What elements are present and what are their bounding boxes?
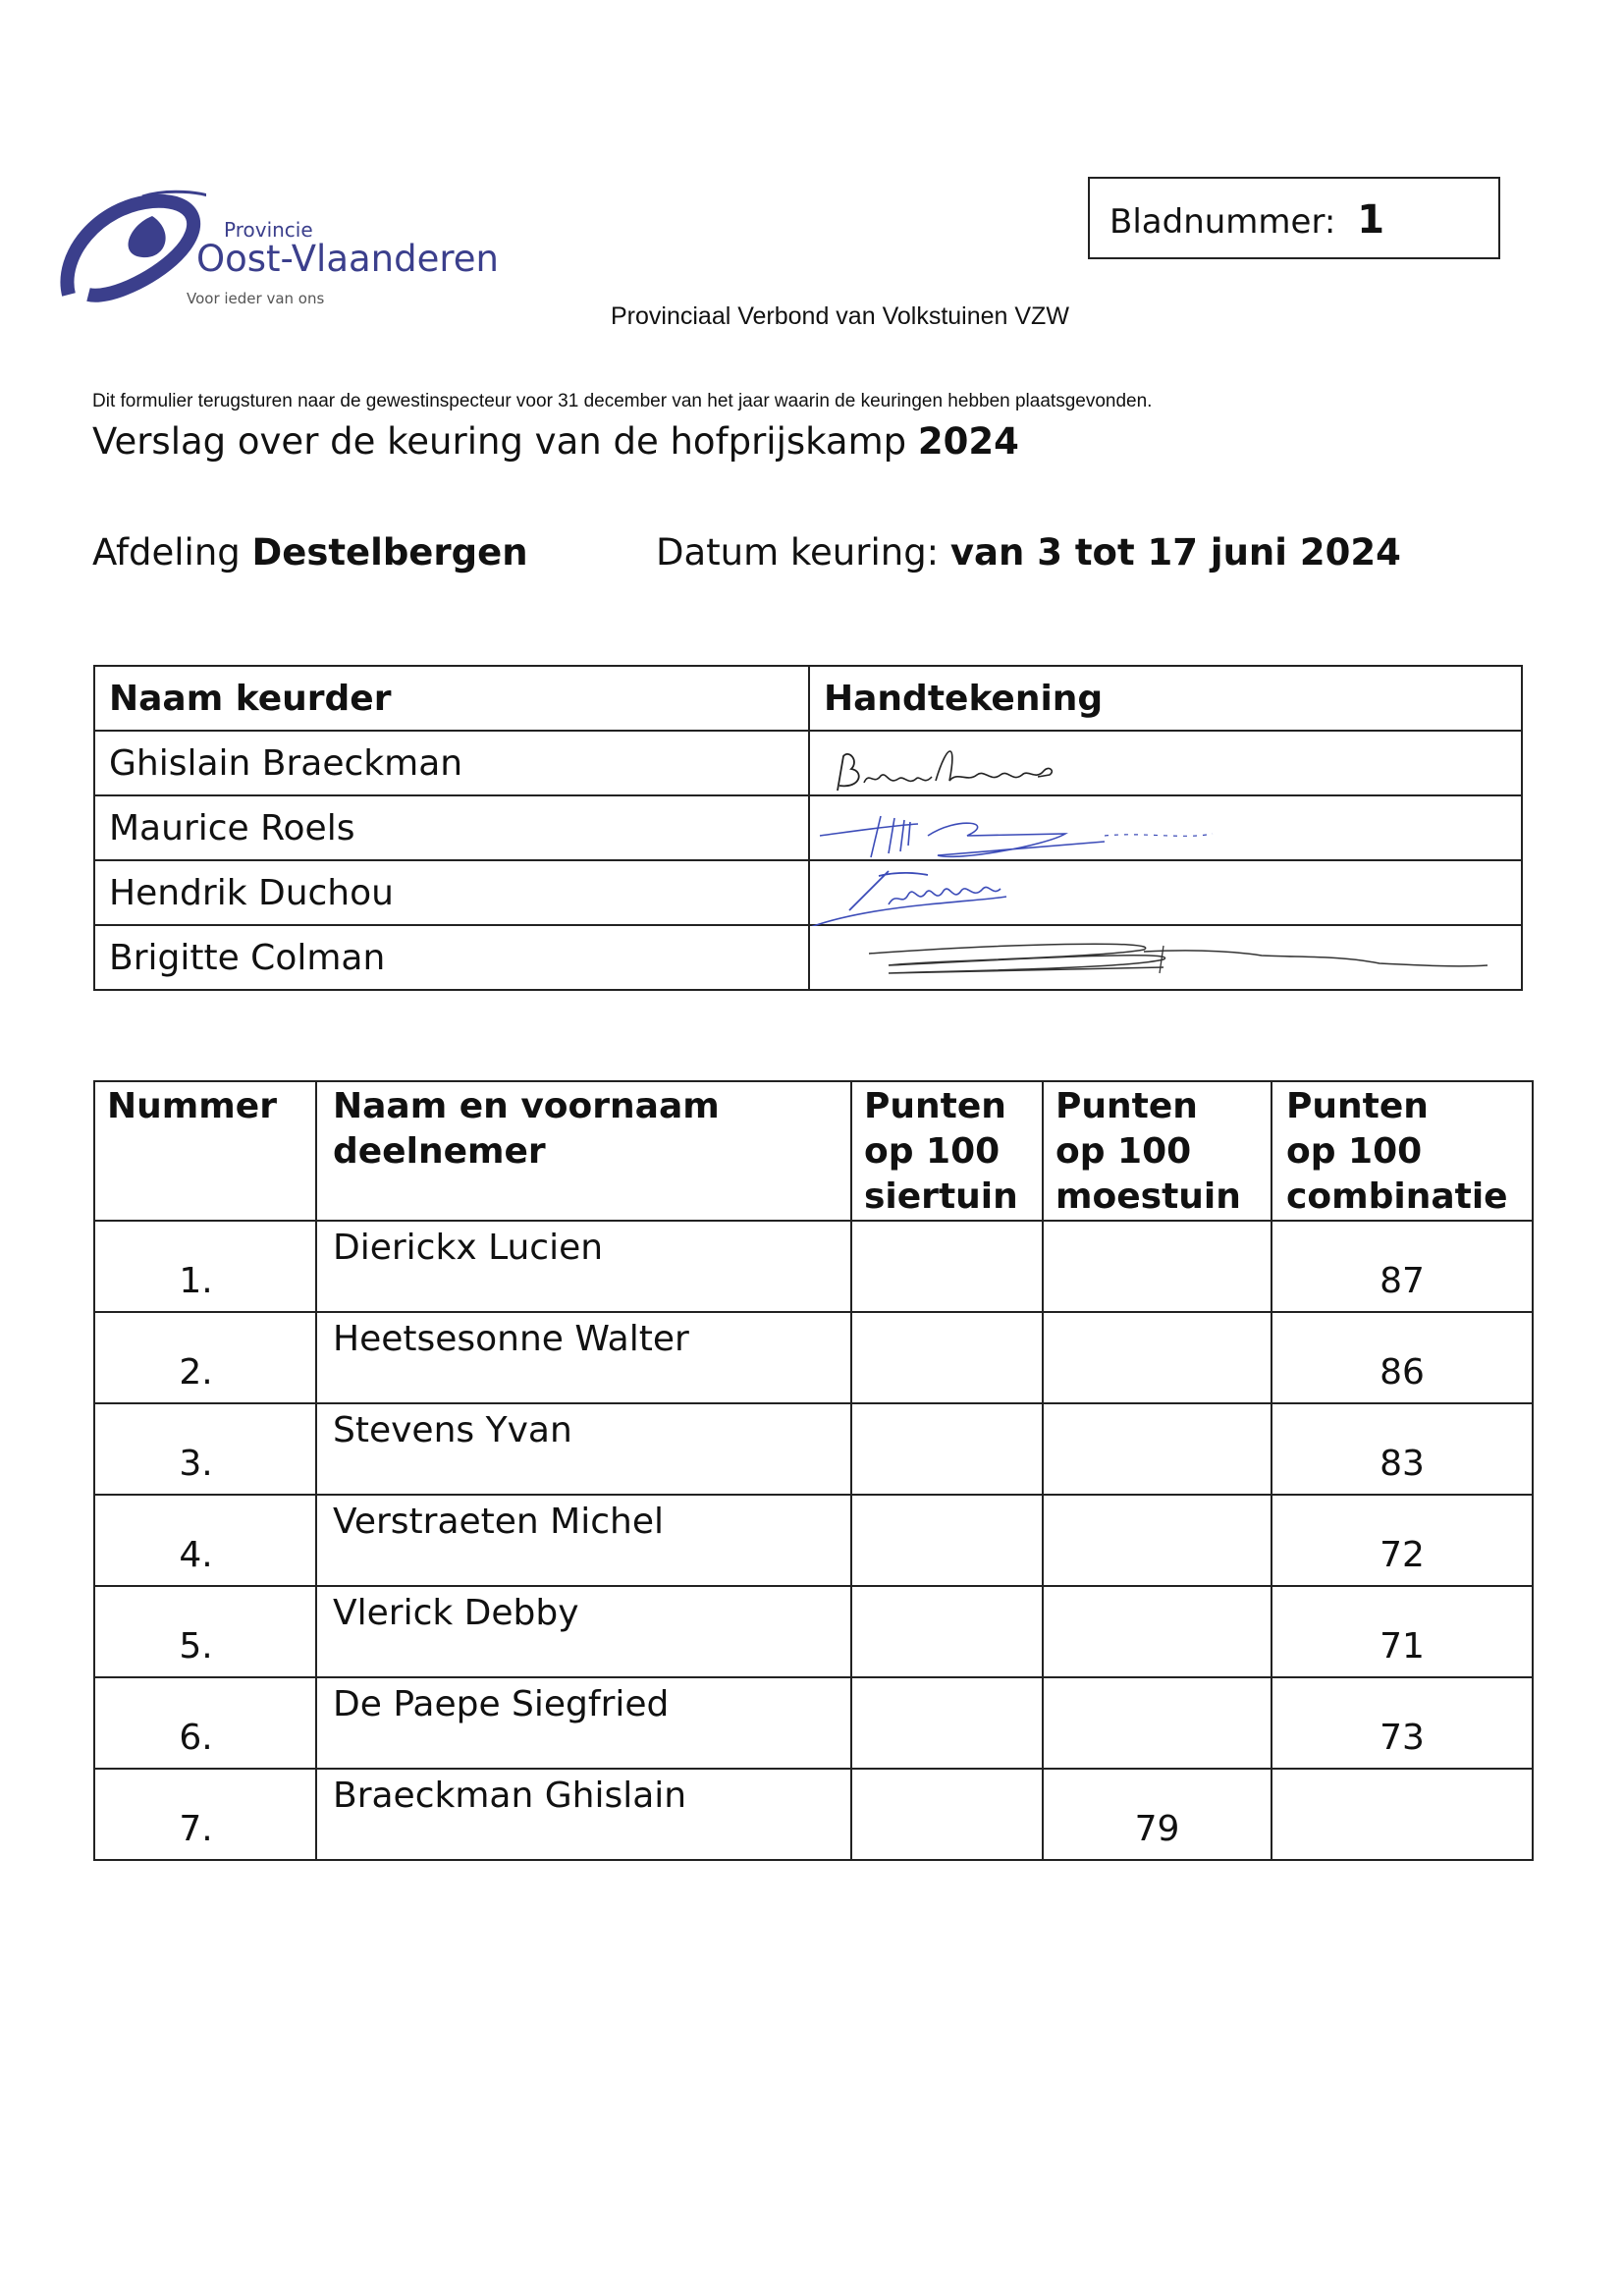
department-value: Destelbergen	[251, 531, 528, 574]
participant-name-header-line2: deelnemer	[333, 1131, 546, 1172]
table-row	[94, 1312, 1533, 1403]
vegetable-points	[1043, 1586, 1271, 1677]
participant-name-header-line1: Naam en voornaam	[333, 1086, 720, 1126]
results-body	[94, 1221, 1533, 1860]
document-title	[92, 420, 1019, 463]
table-row	[94, 1221, 1533, 1312]
inspector-row	[94, 925, 1522, 990]
participant-name: Braeckman Ghislain	[316, 1769, 851, 1860]
ornamental-points	[851, 1403, 1043, 1495]
document-title-year: 2024	[917, 420, 1019, 463]
combination-header-line1: Punten	[1286, 1086, 1429, 1126]
ornamental-points	[851, 1769, 1043, 1860]
participant-number: 1.	[94, 1221, 316, 1312]
combination-header-line3: combinatie	[1286, 1176, 1508, 1217]
ornamental-points	[851, 1495, 1043, 1586]
vegetable-points	[1043, 1403, 1271, 1495]
participant-name: Dierickx Lucien	[316, 1221, 851, 1312]
vegetable-header-line1: Punten	[1055, 1086, 1198, 1126]
department-line	[92, 531, 528, 574]
ornamental-points	[851, 1677, 1043, 1769]
logo-province-label: Provincie	[224, 218, 313, 242]
vegetable-points	[1043, 1677, 1271, 1769]
inspectors-header-row	[94, 666, 1522, 731]
signature-cell	[809, 925, 1522, 990]
participant-number: 7.	[94, 1769, 316, 1860]
ornamental-header-line1: Punten	[864, 1086, 1006, 1126]
participant-number: 3.	[94, 1403, 316, 1495]
participant-name: Verstraeten Michel	[316, 1495, 851, 1586]
combination-points	[1271, 1769, 1533, 1860]
participant-name: De Paepe Siegfried	[316, 1677, 851, 1769]
inspector-row	[94, 795, 1522, 860]
table-row	[94, 1403, 1533, 1495]
province-logo	[59, 187, 530, 324]
vegetable-header-line3: moestuin	[1055, 1176, 1241, 1217]
vegetable-points	[1043, 1221, 1271, 1312]
participant-name: Heetsesonne Walter	[316, 1312, 851, 1403]
ornamental-points-header	[851, 1081, 1043, 1221]
combination-points: 71	[1271, 1586, 1533, 1677]
inspection-date-line	[656, 531, 1401, 574]
inspector-name: Brigitte Colman	[94, 925, 809, 990]
vegetable-points	[1043, 1312, 1271, 1403]
participant-number: 5.	[94, 1586, 316, 1677]
table-row	[94, 1586, 1533, 1677]
number-header: Nummer	[94, 1081, 316, 1221]
vegetable-points: 79	[1043, 1769, 1271, 1860]
signature-header: Handtekening	[809, 666, 1522, 731]
combination-points: 73	[1271, 1677, 1533, 1769]
combination-points: 86	[1271, 1312, 1533, 1403]
logo-province-name: Oost-Vlaanderen	[196, 238, 499, 280]
inspector-row	[94, 731, 1522, 795]
handwritten-signature	[810, 926, 1523, 991]
inspector-name: Ghislain Braeckman	[94, 731, 809, 795]
results-header-row	[94, 1081, 1533, 1221]
combination-header-line2: op 100	[1286, 1131, 1423, 1172]
signature-cell	[809, 731, 1522, 795]
inspector-row	[94, 860, 1522, 925]
inspection-date-value: van 3 tot 17 juni 2024	[949, 531, 1401, 574]
signature-cell	[809, 860, 1522, 925]
sheet-number-box	[1088, 177, 1500, 259]
participant-number: 6.	[94, 1677, 316, 1769]
sheet-number-label: Bladnummer:	[1109, 202, 1336, 242]
inspector-name: Maurice Roels	[94, 795, 809, 860]
return-instruction: Dit formulier terugsturen naar de gewestinspecteur voor 31 december van het jaar waarin de keuringen hebben plaatsgevonden.	[92, 391, 1153, 411]
participant-number: 4.	[94, 1495, 316, 1586]
organization-name: Provinciaal Verbond van Volkstuinen VZW	[611, 302, 1069, 330]
ornamental-header-line2: op 100	[864, 1131, 1001, 1172]
vegetable-points-header	[1043, 1081, 1271, 1221]
table-row	[94, 1769, 1533, 1860]
ornamental-header-line3: siertuin	[864, 1176, 1018, 1217]
ornamental-points	[851, 1221, 1043, 1312]
combination-points: 87	[1271, 1221, 1533, 1312]
ornamental-points	[851, 1312, 1043, 1403]
inspector-name-header: Naam keurder	[94, 666, 809, 731]
participant-name: Vlerick Debby	[316, 1586, 851, 1677]
handwritten-signature	[810, 732, 1523, 796]
handwritten-signature	[810, 861, 1523, 926]
table-row	[94, 1495, 1533, 1586]
vegetable-header-line2: op 100	[1055, 1131, 1192, 1172]
vegetable-points	[1043, 1495, 1271, 1586]
inspector-name: Hendrik Duchou	[94, 860, 809, 925]
handwritten-signature	[810, 796, 1523, 861]
province-emblem-icon	[59, 187, 206, 314]
document-title-text: Verslag over de keuring van de hofprijskamp	[92, 420, 907, 463]
table-row	[94, 1677, 1533, 1769]
logo-tagline: Voor ieder van ons	[187, 290, 325, 307]
ornamental-points	[851, 1586, 1043, 1677]
combination-points: 83	[1271, 1403, 1533, 1495]
participant-name-header	[316, 1081, 851, 1221]
signature-cell	[809, 795, 1522, 860]
sheet-number-value: 1	[1357, 197, 1385, 243]
participant-number: 2.	[94, 1312, 316, 1403]
participant-name: Stevens Yvan	[316, 1403, 851, 1495]
inspectors-table	[93, 665, 1523, 991]
department-label: Afdeling	[92, 531, 241, 574]
inspection-date-label: Datum keuring:	[656, 531, 940, 574]
results-table	[93, 1080, 1534, 1861]
combination-points: 72	[1271, 1495, 1533, 1586]
combination-points-header	[1271, 1081, 1533, 1221]
